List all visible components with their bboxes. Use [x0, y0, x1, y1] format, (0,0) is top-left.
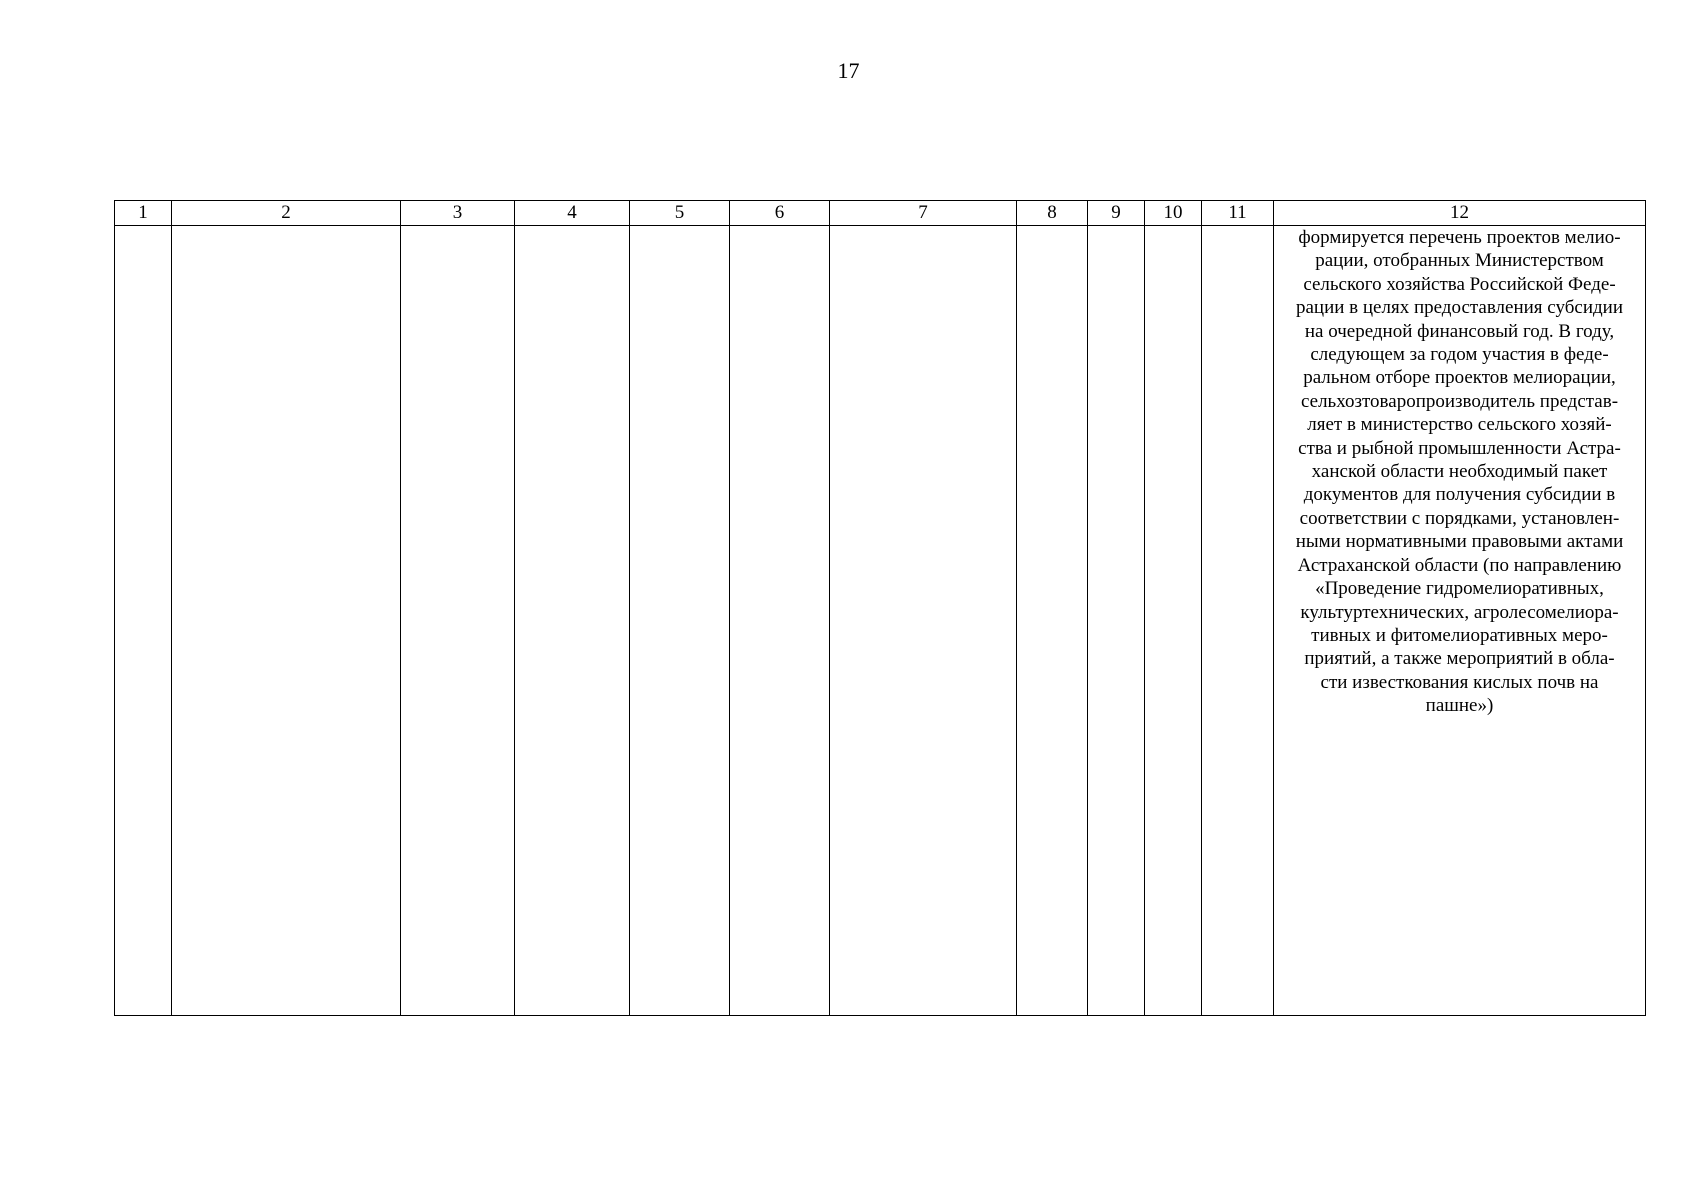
- text-line: сельского хозяйства Российской Феде-: [1303, 273, 1616, 295]
- table-cell-col-9: [1088, 226, 1145, 1016]
- column-header-6: 6: [730, 201, 830, 226]
- column-header-10: 10: [1145, 201, 1202, 226]
- text-line: Астраханской области (по направлению: [1297, 554, 1622, 576]
- column-header-3: 3: [401, 201, 515, 226]
- text-line: ными нормативными правовыми актами: [1295, 531, 1624, 553]
- text-line: соответствии с порядками, установлен-: [1299, 507, 1620, 529]
- text-line: ральном отборе проектов мелиорации,: [1303, 367, 1616, 389]
- text-line: документов для получения субсидии в: [1303, 484, 1616, 506]
- text-line: на очередной финансовый год. В году,: [1304, 320, 1615, 342]
- table-cell-col-3: [401, 226, 515, 1016]
- column-header-9: 9: [1088, 201, 1145, 226]
- table-cell-col-10: [1145, 226, 1202, 1016]
- header-row: [115, 201, 1646, 226]
- column-header-7: 7: [830, 201, 1017, 226]
- column-header-11: 11: [1202, 201, 1274, 226]
- text-line: формируется перечень проектов мелио-: [1298, 227, 1621, 248]
- column-header-12: 12: [1274, 201, 1646, 226]
- text-line: сельхозтоваропроизводитель представ-: [1300, 390, 1619, 412]
- table-cell-col-5: [630, 226, 730, 1016]
- text-line: ляет в министерство сельского хозяй-: [1307, 414, 1612, 436]
- text-line: «Проведение гидромелиоративных,: [1315, 578, 1604, 600]
- table-cell-col-7: [830, 226, 1017, 1016]
- table-row: [115, 226, 1646, 1016]
- column-header-5: 5: [630, 201, 730, 226]
- text-line: сти известкования кислых почв на: [1320, 671, 1599, 693]
- text-line: рации в целях предоставления субсидии: [1295, 297, 1624, 319]
- text-line: рации, отобранных Министерством: [1315, 250, 1604, 272]
- column-header-1: 1: [115, 201, 172, 226]
- text-line: культуртехнических, агролесомелиора-: [1300, 601, 1619, 623]
- text-line: приятий, а также мероприятий в обла-: [1304, 648, 1615, 670]
- data-table: [114, 200, 1646, 1016]
- table-cell-col-8: [1017, 226, 1088, 1016]
- table-cell-col-2: [172, 226, 401, 1016]
- table-cell-col-4: [515, 226, 630, 1016]
- page-number: 17: [837, 58, 860, 83]
- text-line: ства и рыбной промышленности Астра-: [1298, 437, 1621, 459]
- text-line: следующем за годом участия в феде-: [1310, 344, 1609, 366]
- text-line: пашне»): [1425, 695, 1494, 717]
- column-header-8: 8: [1017, 201, 1088, 226]
- text-line: ханской области необходимый пакет: [1311, 461, 1608, 483]
- table-cell-col-1: [115, 226, 172, 1016]
- column-header-2: 2: [172, 201, 401, 226]
- text-line: тивных и фитомелиоративных меро-: [1311, 624, 1608, 646]
- table-cell-col-11: [1202, 226, 1274, 1016]
- table-cell-col-6: [730, 226, 830, 1016]
- table-cell-col-12: [1274, 226, 1646, 1016]
- column-header-4: 4: [515, 201, 630, 226]
